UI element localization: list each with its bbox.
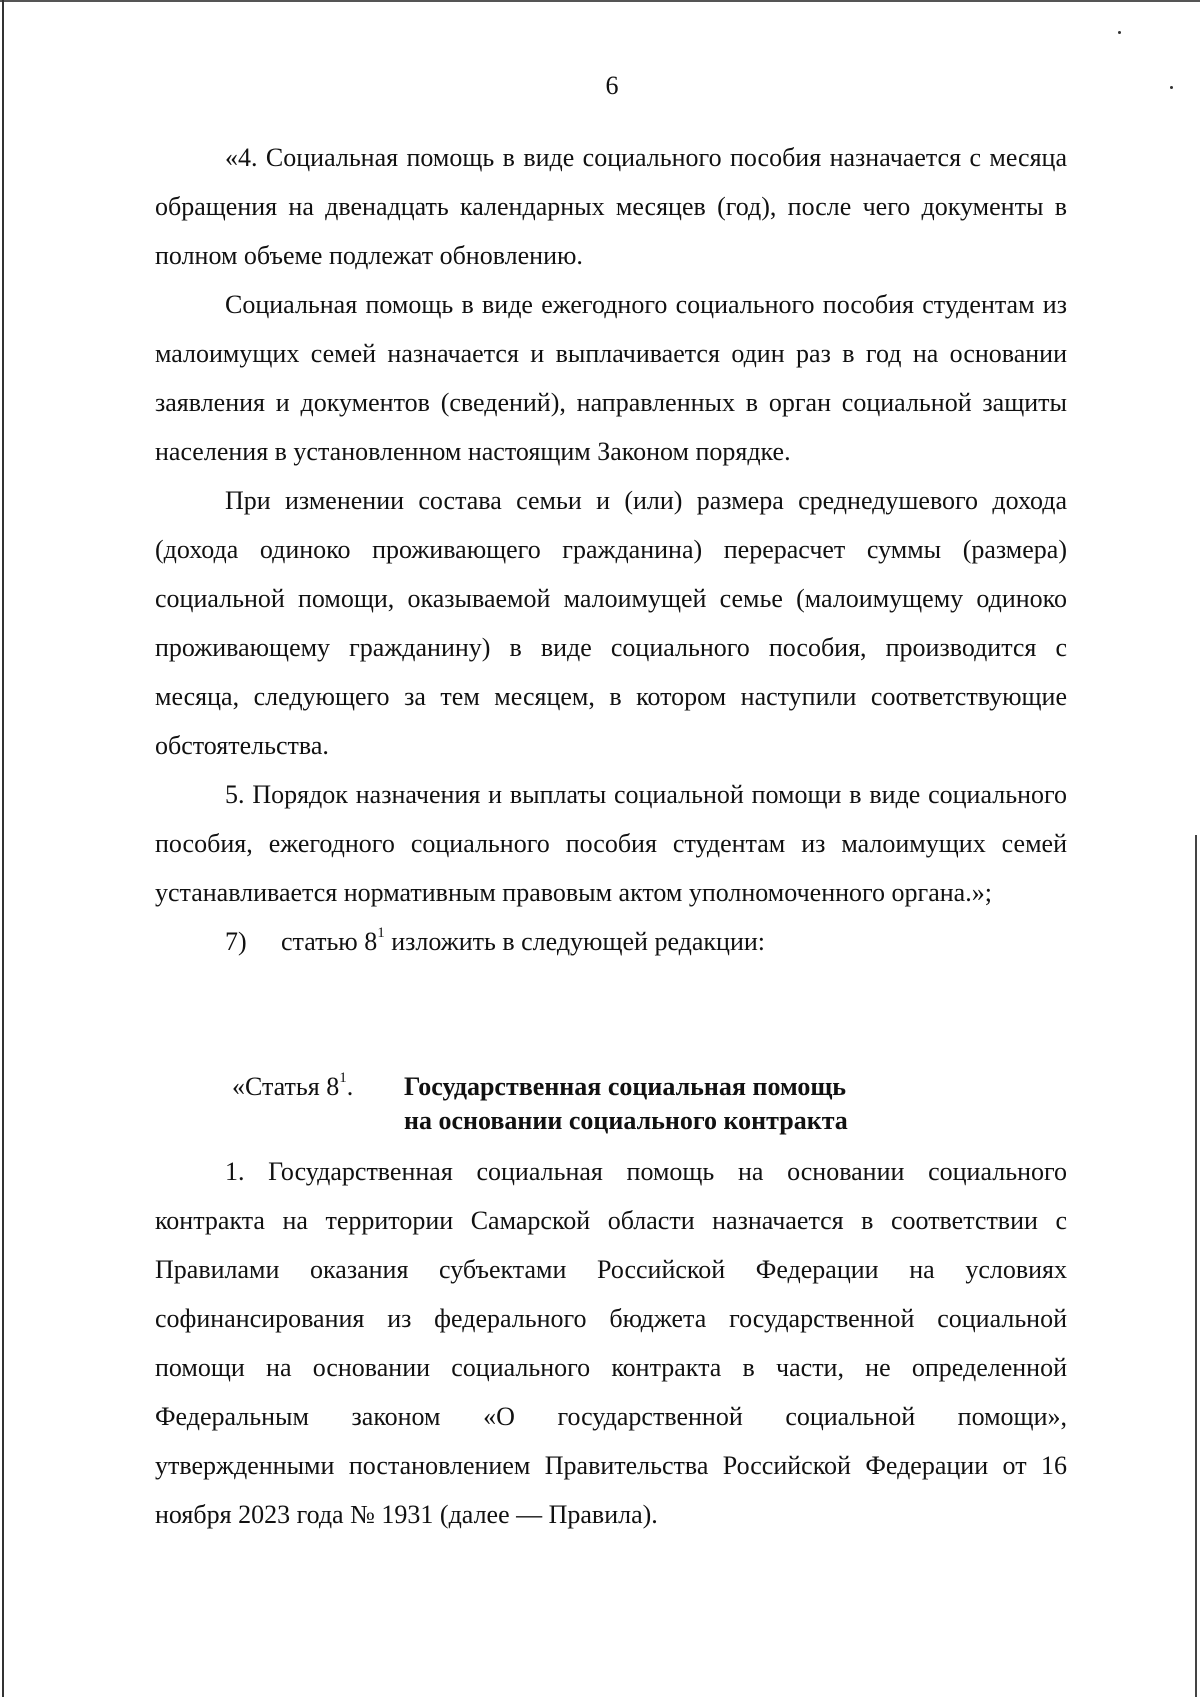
paragraph: При изменении состава семьи и (или) размера среднедушевого дохода (дохода одиноко проживающего гражданина) перерасчет суммы (размера) социальной помощи, оказываемой малоимущей семье (малоимущему одиноко проживающему гражданину) в виде социального пособия, производится с месяца, следующего за тем месяцем, в котором наступили соответствующие обстоятельства. <box>155 486 1067 760</box>
article-label-text: «Статья 8 <box>232 1072 340 1101</box>
paragraph: 5. Порядок назначения и выплаты социальной помощи в виде социального пособия, ежегодного социального пособия студентам из малоимущих семей устанавливается нормативным правовым актом уполномоченного органа.»; <box>155 780 1067 907</box>
scan-edge-right <box>1195 835 1197 1697</box>
body-text-bottom <box>155 1147 1067 1539</box>
list-item-text-rest: изложить в следующей редакции: <box>384 927 766 956</box>
list-item-number: 7) <box>225 927 247 956</box>
scan-edge-left <box>2 0 4 1697</box>
article-label-suffix: . <box>346 1072 354 1101</box>
scan-edge-top <box>0 0 1200 2</box>
article-title-line: Государственная социальная помощь <box>404 1072 847 1101</box>
body-text-top <box>155 133 1067 966</box>
article-title <box>404 1070 848 1138</box>
superscript: 1 <box>377 925 385 942</box>
article-label <box>232 1070 353 1104</box>
list-item-7 <box>155 917 1067 966</box>
page-number: 6 <box>605 71 619 100</box>
article-title-line: на основании социального контракта <box>404 1106 848 1135</box>
paragraph: Социальная помощь в виде ежегодного социального пособия студентам из малоимущих семей назначается и выплачивается один раз в год на основании заявления и документов (сведений), направленных в орган социальной защиты населения в установленном настоящим Законом порядке. <box>155 290 1067 466</box>
scan-speck <box>1118 31 1121 34</box>
list-item-text: статью 8 <box>281 927 378 956</box>
paragraph: 1. Государственная социальная помощь на основании социального контракта на территории Самарской области назначается в соответствии с Правилами оказания субъектами Российской Федерации на условиях софинансирования из федерального бюджета государственной социальной помощи на основании социального контракта в части, не определенной Федеральным законом «О государственной социальной помощи», утвержденными постановлением Правительства Российской Федерации от 16 ноября 2023 года № 1931 (далее — Правила). <box>155 1157 1067 1529</box>
paragraph: «4. Социальная помощь в виде социального пособия назначается с месяца обращения на двенадцать календарных месяцев (год), после чего документы в полном объеме подлежат обновлению. <box>155 143 1067 270</box>
superscript: 1 <box>339 1070 347 1087</box>
